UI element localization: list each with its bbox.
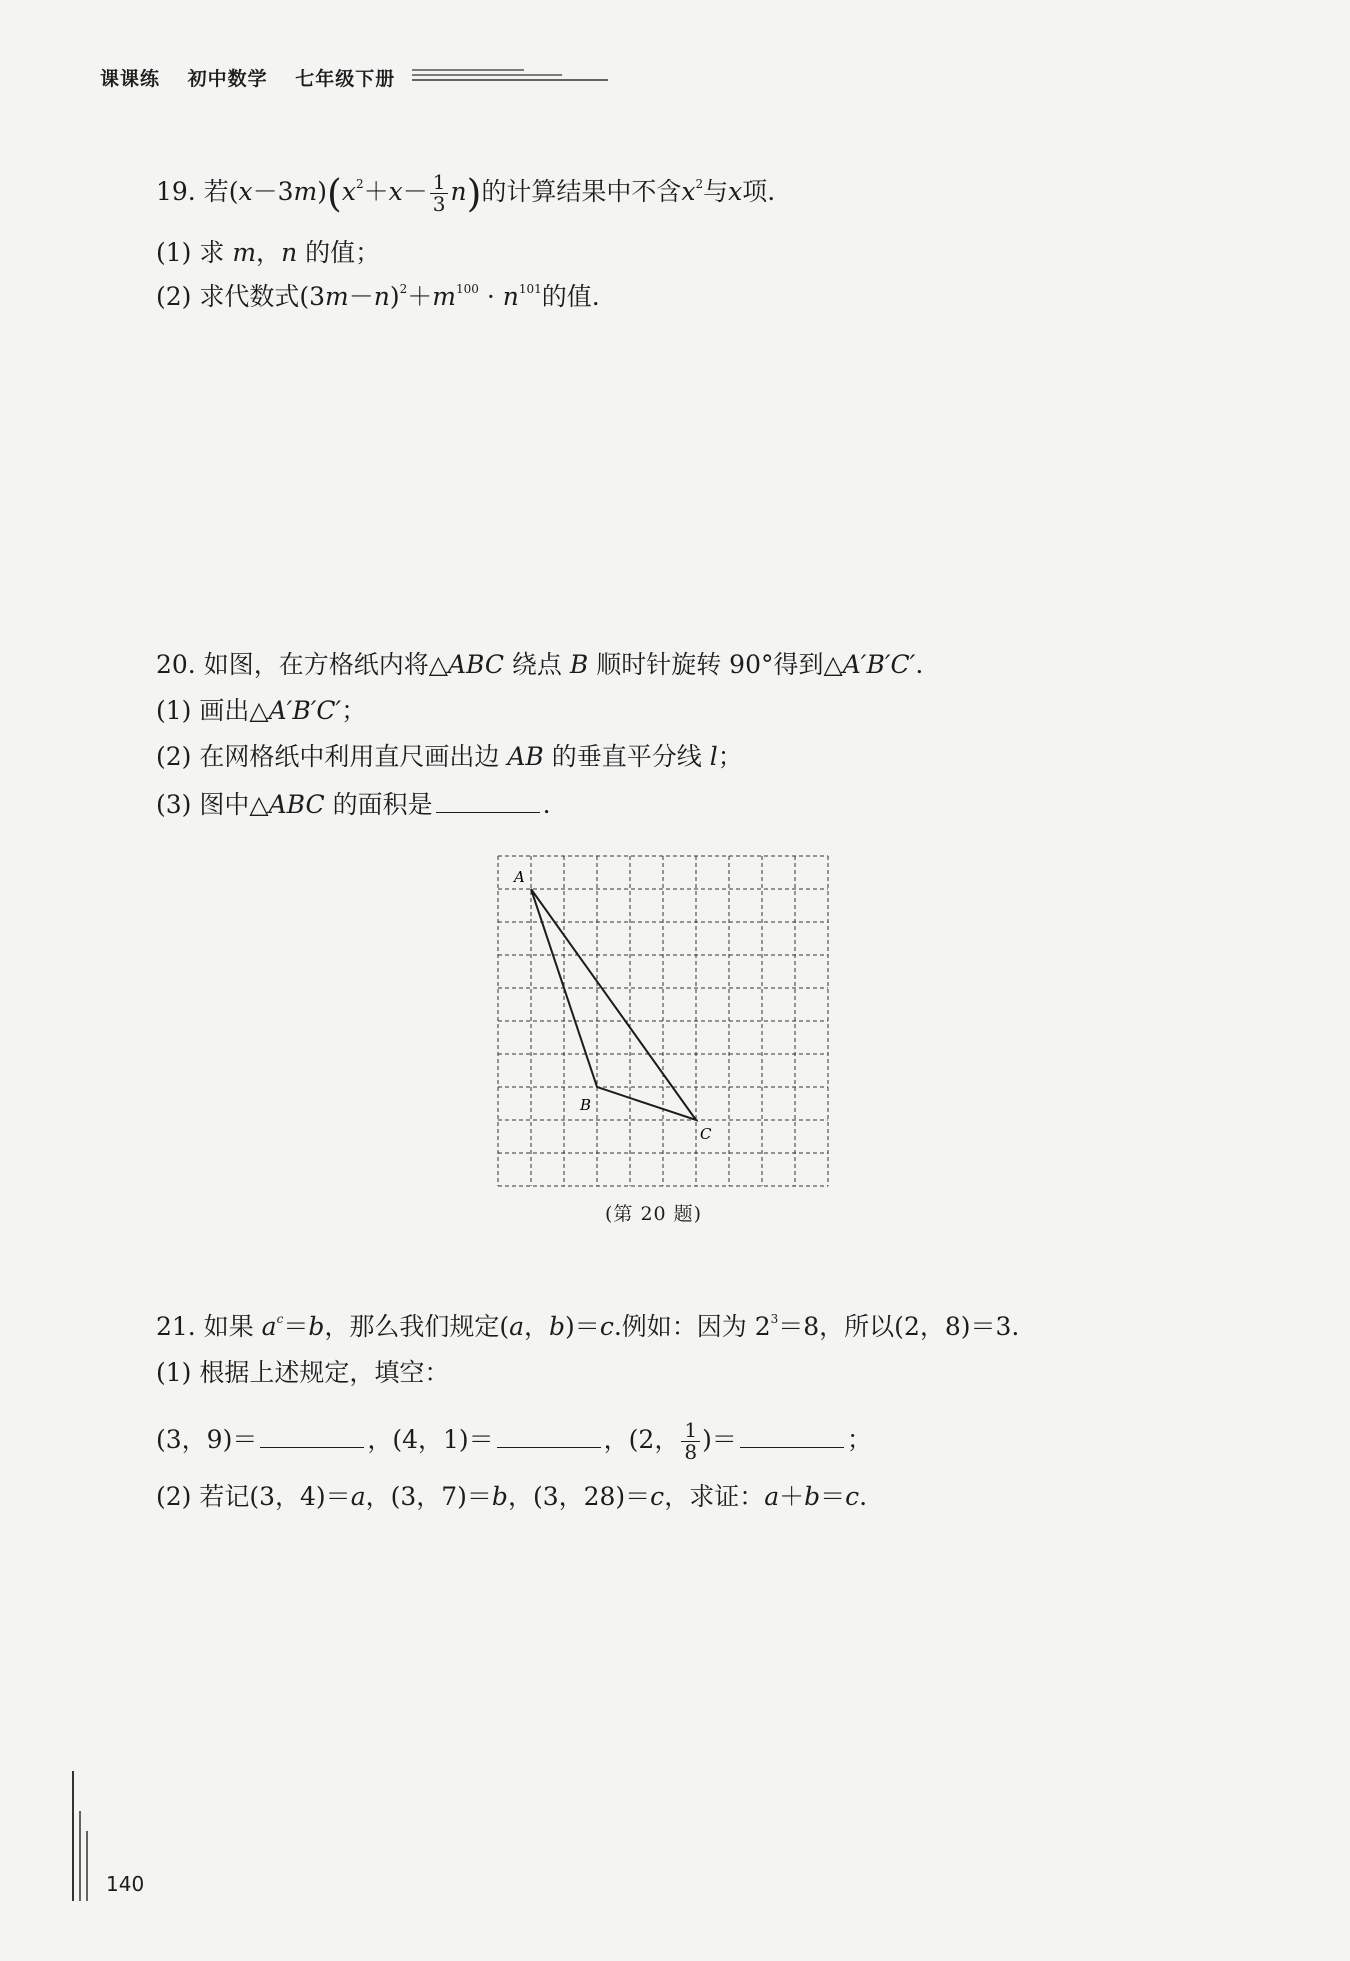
figure-caption: (第 20 题) xyxy=(605,1203,703,1225)
answer-blank-1[interactable] xyxy=(260,1425,364,1448)
running-header xyxy=(100,64,415,91)
vertex-label-c: C xyxy=(700,1125,712,1143)
answer-blank-3[interactable] xyxy=(740,1425,844,1448)
header-rule-decoration xyxy=(412,68,608,86)
q20-part2: (2) 在网格纸中利用直尺画出边 AB 的垂直平分线 l； xyxy=(156,742,743,771)
q20-stem: 20. 如图，在方格纸内将△ABC 绕点 B 顺时针旋转 90°得到△A′B′C′. xyxy=(156,650,924,679)
q19-part2: (2) 求代数式$(3m-n)^2+m^{100} \cdot n^{101}$的值. xyxy=(156,282,600,311)
vertex-label-a: A xyxy=(514,868,525,886)
book-subject: 初中数学 xyxy=(187,68,268,90)
book-grade: 七年级下册 xyxy=(295,68,396,90)
grid-figure xyxy=(490,848,840,1188)
page-number: 140 xyxy=(106,1872,145,1896)
fraction-one-third: $\frac{1}{3}$ xyxy=(430,172,449,215)
q21-part1: (1) 根据上述规定，填空： xyxy=(156,1358,450,1387)
q21-part2: (2) 若记(3，4)＝a，(3，7)＝b，(3，28)＝c，求证：a＋b＝c. xyxy=(156,1482,868,1511)
answer-blank-2[interactable] xyxy=(497,1425,601,1448)
triangle-abc xyxy=(531,889,696,1120)
q20-part3: (3) 图中△ABC 的面积是 . xyxy=(156,790,551,819)
book-series: 课课练 xyxy=(100,68,161,90)
q21-stem: 21. 如果 $a^c=b$，那么我们规定(a，b)＝c.例如：因为 $2^3=8$，所以(2，8)＝3. xyxy=(156,1312,1020,1341)
q19-part1: (1) 求 m，n 的值； xyxy=(156,238,381,267)
vertex-label-b: B xyxy=(580,1096,592,1114)
dashed-grid xyxy=(498,856,828,1186)
footer-bar-decoration xyxy=(70,1771,100,1901)
answer-blank-area[interactable] xyxy=(436,790,540,813)
fraction-one-eighth: $\frac{1}{8}$ xyxy=(681,1420,700,1463)
q20-part1: (1) 画出△A′B′C′； xyxy=(156,696,367,725)
q21-fill-blanks: (3，9)＝ ，(4，1)＝ ，(2， $\frac{1}{8}$ )＝ ； xyxy=(156,1418,872,1464)
q19-stem: 19. 若$(x-3m)(x^2+x-$ $\frac{1}{3}$ n)的计算结果中不含$x^2$与x项. xyxy=(156,170,776,216)
